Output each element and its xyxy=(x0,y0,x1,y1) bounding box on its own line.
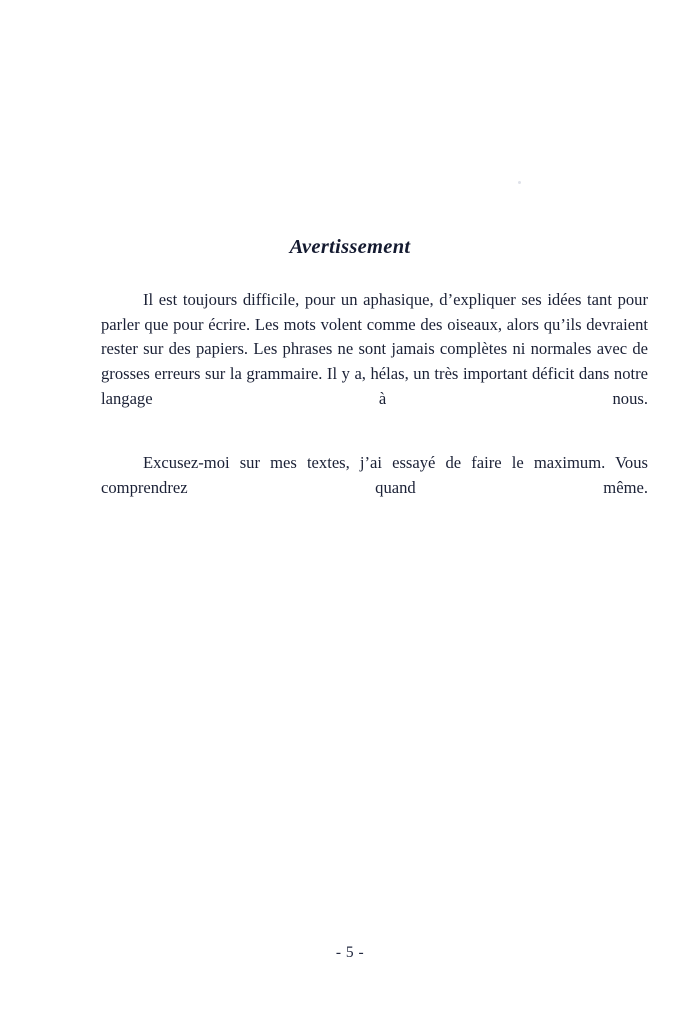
body-paragraph: Il est toujours difficile, pour un aphasique, d’expliquer ses idées tant pour parler que pour écrire. Les mots volent comme des oiseaux, alors qu’ils devraient rester sur des papiers. Les phrases ne sont jamais complètes ni normales avec de grosses erreurs sur la grammaire. Il y a, hélas, un très important déficit dans notre langage à nous. xyxy=(101,290,648,408)
body-paragraph: Excusez-moi sur mes textes, j’ai essayé de faire le maximum. Vous comprendrez quand même. xyxy=(101,453,648,497)
section-heading: Avertissement xyxy=(289,235,411,258)
page-number: - 5 - xyxy=(335,944,365,961)
body-text-block xyxy=(101,288,648,525)
scan-speck xyxy=(518,181,521,184)
